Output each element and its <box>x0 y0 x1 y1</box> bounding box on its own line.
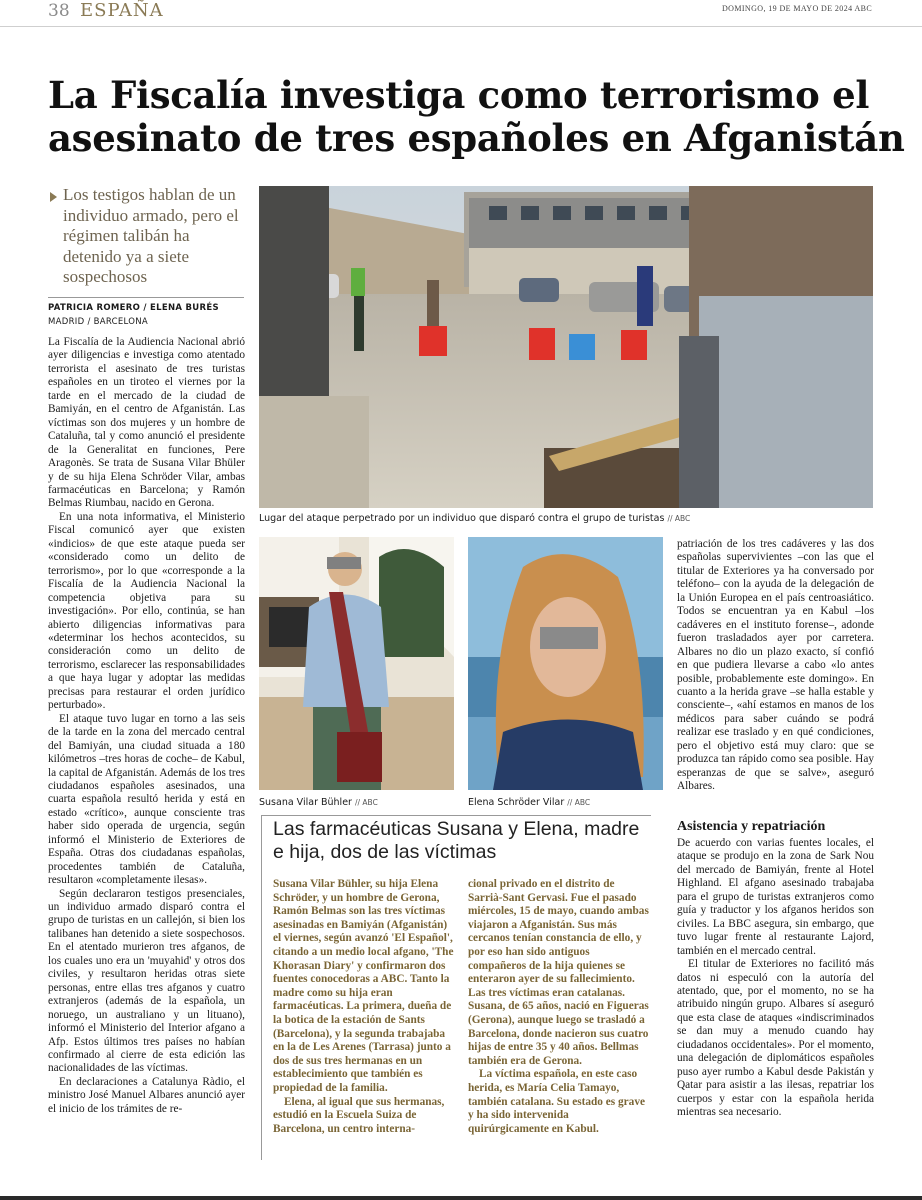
body-paragraph: patriación de los tres cadáveres y las dos españolas supervivientes –con las que el titular de Exteriores ya ha conversado por teléfono– con la ayuda de la delegación de la Unión Europea en el país centroasiático. Todos se encuentran ya en Kabul –los cadáveres en el instituto forense–, adonde fueron trasladados ayer por carretera. Albares no dio un plazo exacto, sí confió en que pudiera llevarse a cabo «lo antes posible, probablemente este domingo». En cuanto a la herida grave –se halla estable y consciente–, «ahí estamos en manos de los médicos para saber cuándo se podrá realizar ese traslado y en qué condiciones, pero el objetivo está muy claro: que se produzca tan rápido como sea posible. Hay esperanzas de que se salve», aseguró Albares. <box>677 538 874 793</box>
main-photo <box>259 186 873 508</box>
header-divider <box>0 26 922 27</box>
box-border-top <box>261 815 651 816</box>
body-paragraph: En una nota informativa, el Ministerio Fiscal comunicó ayer que existen «indicios» de que este ataque pueda ser «considerado como un delito de terrorismo», por lo que «corresponde a la Fiscalía de la Audiencia Nacional la competencia objetiva para su investigación». Por ello, continúa, se han abierto diligencias informativas para «determinar los hechos acontecidos, su consideración como un delito de terrorismo, esclarecer las responsabilidades a que haya lugar y adoptar las medidas precisas para restaurar el orden jurídico perturbado». <box>48 510 245 712</box>
photo-credit: // ABC <box>354 798 378 807</box>
photo-credit: // ABC <box>567 798 591 807</box>
triangle-bullet-icon <box>50 192 57 202</box>
box-headline: Las farmacéuticas Susana y Elena, madre e hija, dos de las víctimas <box>273 818 640 863</box>
elena-photo <box>468 537 663 790</box>
deck: Los testigos hablan de un individuo armado, pero el régimen talibán ha detenido ya a siete sospechosos <box>63 185 239 286</box>
dateline: DOMINGO, 19 DE MAYO DE 2024 ABC <box>722 4 873 13</box>
headline: La Fiscalía investiga como terrorismo el asesinato de tres españoles en Afganistán <box>48 73 905 160</box>
box-column-1 <box>273 878 454 1136</box>
body-column-1 <box>48 336 245 1196</box>
woman-portrait-illustration <box>259 537 454 790</box>
box-paragraph: La víctima española, en este caso herida, es María Celia Tamayo, también catalana. Su estado es grave y ha sido intervenida quirúrgicamente en Kabul. <box>468 1068 645 1135</box>
box-column-2 <box>468 878 649 1136</box>
box-paragraph: Elena, al igual que sus hermanas, estudió en la Escuela Suiza de Barcelona, un centro interna- <box>273 1095 445 1135</box>
body-paragraph: El ataque tuvo lugar en torno a las seis de la tarde en la zona del mercado central del Bamiyán, una ciudad situada a 180 kilómetros –tres horas de coche– de Kabul, la capital de Afganistán. Además de los tres ciudadanos españoles asesinados, una cuarta española resultó herida y está en estado «crítico», aunque consciente tras haber sido operada de urgencia, según informó el Ministerio de Exteriores de España. Otras dos ciudadanas españolas, procedentes también de Cataluña, resultaron «completamente ilesas». <box>48 712 245 887</box>
elena-caption <box>468 797 590 808</box>
body-paragraph: La Fiscalía de la Audiencia Nacional abrió ayer diligencias e investiga como atentado terrorista el asesinato de tres turistas españoles en un tiroteo el viernes por la tarde en el mercado de la ciudad de Bamiyán, en el centro de Afganistán. Las víctimas son dos mujeres y un hombre de Cataluña, tal y como anunció el presidente de la Generalitat en funciones, Pere Aragonès. Se trata de Susana Vilar Bhüler y de su hija Elena Schröder Vilar, ambas farmacéuticas en Barcelona; y Ramón Belmas Riumbau, nacido en Gerona. <box>48 336 245 510</box>
caption-text: Lugar del ataque perpetrado por un individuo que disparó contra el grupo de turistas <box>259 513 665 524</box>
body-column-right-bottom <box>677 837 874 1120</box>
box-border-left <box>261 815 262 1160</box>
caption-text: Susana Vilar Bühler <box>259 797 352 808</box>
body-paragraph: El titular de Exteriores no facilitó más datos ni especuló con la autoría del atentado, que, por el momento, no se ha atribuido ningún grupo. Albares sí aseguró que esta clase de ataques «indiscriminados se dan muy a menudo cuando hay ciudadanos occidentales». Por el momento, una delegación de diplomáticos españoles puso ayer rumbo a Kabul desde Pakistán y Qatar para asistir a las ilesas, repatriar los cuerpos y estar con la española herida mientras sea necesario. <box>677 958 874 1119</box>
section-subheading: Asistencia y repatriación <box>677 819 826 834</box>
woman-portrait-illustration <box>468 537 663 790</box>
susana-caption <box>259 797 378 808</box>
body-column-right-top <box>677 538 874 794</box>
page-bottom-edge <box>0 1196 922 1200</box>
section-label: ESPAÑA <box>80 0 164 21</box>
susana-photo <box>259 537 454 790</box>
caption-text: Elena Schröder Vilar <box>468 797 565 808</box>
body-paragraph: Según declararon testigos presenciales, un individuo armado disparó contra el grupo de turistas en un callejón, si bien los talibanes han detenido a siete sospechosos. En el atentado murieron tres afganos, de los cuales uno era un 'muyahid' y otros dos civiles, y resultaron heridas otras siete personas, entre ellas tres afganos y cuatro extranjeros (además de la española, un noruego, un australiano y un lituano), informó el Ministerio del Interior afgano a Afp. Estos últimos tres países no habían confirmado al cierre de esta edición las nacionalidades de las víctimas. <box>48 887 245 1075</box>
street-scene-illustration <box>259 186 873 508</box>
main-photo-caption <box>259 513 879 524</box>
deck-divider <box>48 297 244 298</box>
photo-credit: // ABC <box>667 514 691 523</box>
box-paragraph: Susana Vilar Bühler, su hija Elena Schröder, y un hombre de Gerona, Ramón Belmas son las tres víctimas asesinadas en Bamiyán (Afganistán) el viernes, según avanzó 'El Español', citando a un medio local afgano, 'The Khorasan Diary' y confirmaron dos fuentes conocedoras a ABC. Tanto la madre como su hija eran farmacéuticas. La primera, dueña de la botica de la estación de Sants (Barcelona), y la segunda trabajaba en la de Les Arenes (Tarrasa) junto a dos de sus tres hermanas en un establecimiento que también es propiedad de la familia. <box>273 878 454 1094</box>
box-paragraph: cional privado en el distrito de Sarrià-Sant Gervasi. Fue el pasado miércoles, 15 de mayo, cuando ambas viajaron a Afganistán. Sus más cercanos tenían constancia de ello, y por eso han sido antiguos compañeros de la hija quienes se enteraron ayer de su fallecimiento. Las tres víctimas eran catalanas. Susana, de 65 años, nació en Figueras (Gerona), aunque luego se trasladó a Barcelona, donde nacieron sus cuatro hijas de entre 35 y 40 años. Bellmas también era de Gerona. <box>468 878 649 1067</box>
body-paragraph: En declaraciones a Catalunya Ràdio, el ministro José Manuel Albares anunció ayer el inicio de los trámites de re- <box>48 1075 245 1115</box>
byline-places: MADRID / BARCELONA <box>48 317 149 327</box>
page-number: 38 <box>48 1 70 21</box>
byline-authors: PATRICIA ROMERO / ELENA BURÉS <box>48 303 219 313</box>
body-paragraph: De acuerdo con varias fuentes locales, el ataque se produjo en la zona de Sark Nou del mercado de Bamiyán, frente al Hotel Highland. El afgano asesinado trabajaba para el grupo de turistas extranjeros como guía y traductor y los afganos heridos son civiles. La BBC asegura, sin embargo, que tuvo lugar frente al restaurante Lajord, también en el mercado central. <box>677 837 874 957</box>
